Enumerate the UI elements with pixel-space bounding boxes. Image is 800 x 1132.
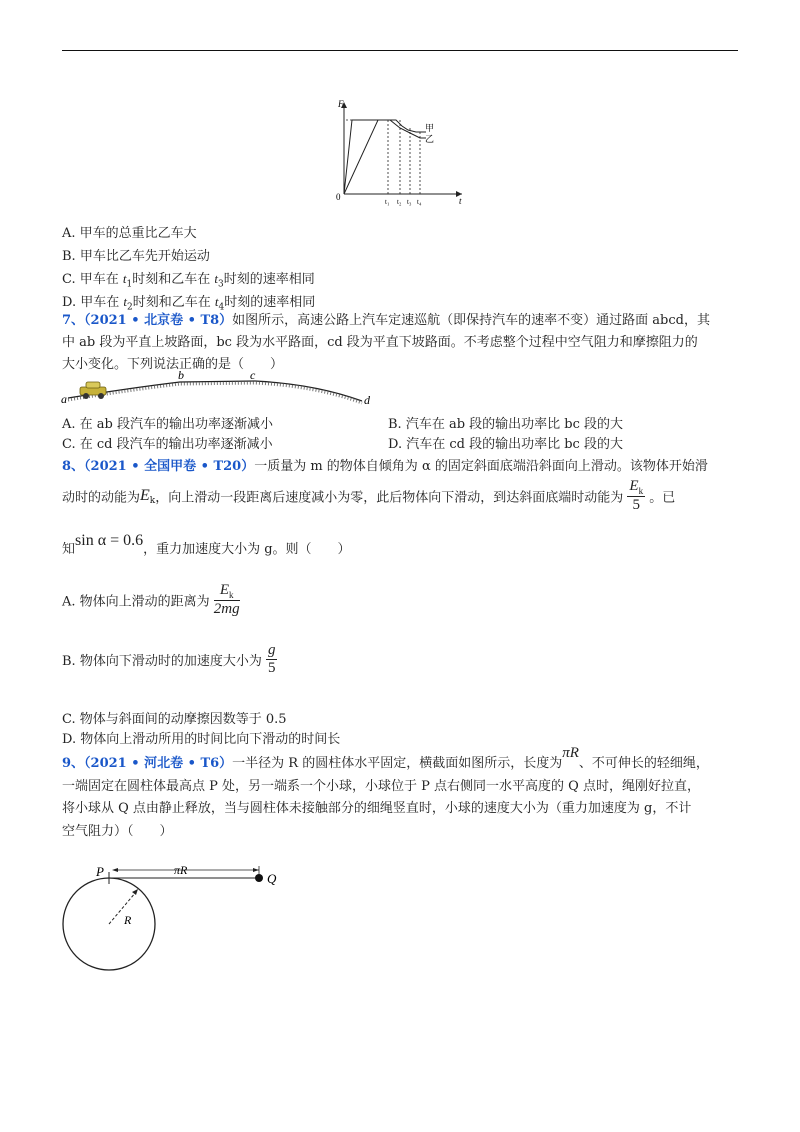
- t2-label: t₂: [397, 198, 402, 206]
- q6-option-b: B. 甲车比乙车先开始运动: [62, 249, 210, 264]
- car-icon: [80, 382, 106, 399]
- point-c-label: c: [250, 368, 256, 382]
- q8-option-d: D. 物体向上滑动所用的时间比向下滑动的时间长: [62, 732, 341, 747]
- cylinder-figure: [56, 862, 296, 982]
- q9-line3: 将小球从 Q 点由静止释放，当与圆柱体未接触部分的细绳竖直时，小球的速度大小为（重力加速度为 g，不计: [62, 801, 692, 816]
- q7-option-b: B. 汽车在 ab 段的输出功率比 bc 段的大: [388, 417, 624, 432]
- q7-option-a: A. 在 ab 段汽车的输出功率逐渐减小: [62, 417, 273, 432]
- point-a-label: a: [61, 392, 67, 406]
- q8-option-c: C. 物体与斜面间的动摩擦因数等于 0.5: [62, 712, 287, 727]
- q7-option-d: D. 汽车在 cd 段的输出功率比 bc 段的大: [388, 437, 623, 452]
- header-rule: [62, 50, 738, 51]
- pir-label: πR: [174, 863, 188, 877]
- q9-line2: 一端固定在圆柱体最高点 P 处，另一端系一个小球，小球位于 P 点右侧同一水平高度的 Q 点时，绳刚好拉直，: [62, 779, 700, 794]
- q8-line3: 知sin α = 0.6，重力加速度大小为 g。则（ ）: [62, 532, 351, 557]
- force-time-graph: [330, 98, 470, 210]
- t-axis-label: t: [459, 196, 462, 206]
- q8-option-b: B. 物体向下滑动时的加速度大小为 $\frac{g}{5}$: [62, 642, 276, 676]
- q7-line2: 中 ab 段为平直上坡路面，bc 段为水平路面，cd 段为平直下坡路面。不考虑整个过程中空气阻力和摩擦阻力的: [62, 335, 698, 350]
- origin-label: 0: [336, 192, 341, 202]
- t1-label: t₁: [385, 198, 390, 206]
- road-figure: [60, 368, 380, 410]
- q7-line1: 7、（2021 • 北京卷 • T8）如图所示，高速公路上汽车定速巡航（即保持汽车的速率不变）通过路面 abcd，其: [62, 313, 710, 328]
- point-p-label: P: [96, 864, 104, 879]
- point-d-label: d: [364, 393, 370, 407]
- q8-line2: 动时的动能为$E_k$，向上滑动一段距离后速度减小为零，此后物体向下滑动，到达斜面底端时动能为 $\frac{E_k}{5}$ 。已: [62, 478, 676, 513]
- point-b-label: b: [178, 368, 184, 382]
- q8-option-a: A. 物体向上滑动的距离为 $\frac{E_k}{2mg}$: [62, 582, 240, 617]
- q7-line3: 大小变化。下列说法正确的是（ ）: [62, 357, 284, 372]
- q6-option-a: A. 甲车的总重比乙车大: [62, 226, 197, 241]
- q9-line4: 空气阻力）（ ）: [62, 824, 173, 839]
- radius-label: R: [124, 913, 132, 927]
- q6-option-d: D. 甲车在 $t_2$时刻和乙车在 $t_4$时刻的速率相同: [62, 294, 316, 313]
- jia-label: 甲: [425, 123, 435, 133]
- q8-line1: 8、（2021 • 全国甲卷 • T20）一质量为 m 的物体自倾角为 α 的固定斜面底端沿斜面向上滑动。该物体开始滑: [62, 459, 708, 474]
- point-q-label: Q: [267, 871, 277, 886]
- q6-option-c: C. 甲车在 $t_1$时刻和乙车在 $t_3$时刻的速率相同: [62, 271, 315, 290]
- f-axis-label: F: [338, 99, 344, 109]
- yi-label: 乙: [425, 134, 435, 144]
- q9-line1: 9、（2021 • 河北卷 • T6）一半径为 R 的圆柱体水平固定，横截面如图所示，长度为πR、不可伸长的轻细绳，: [62, 745, 709, 771]
- q7-option-c: C. 在 cd 段汽车的输出功率逐渐减小: [62, 437, 273, 452]
- t3-label: t₃: [407, 198, 412, 206]
- t4-label: t₄: [417, 198, 422, 206]
